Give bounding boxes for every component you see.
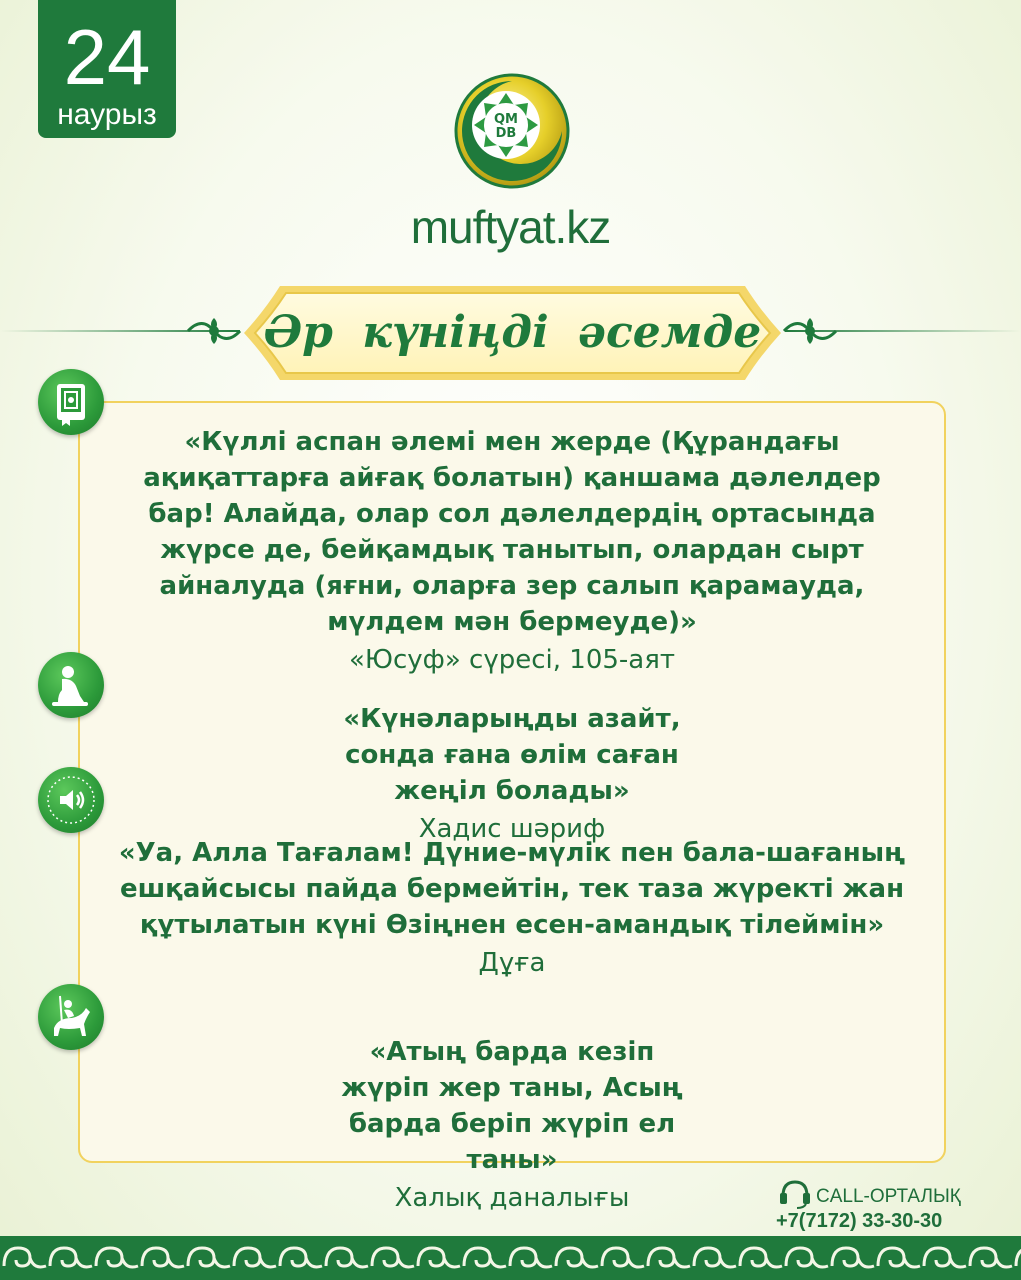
date-badge bbox=[38, 0, 176, 138]
svg-text:QM: QM bbox=[494, 112, 518, 127]
quote-text: «Атың барда кезіп жүріп жер таны, Асың барда беріп жүріп ел таны» bbox=[341, 1037, 683, 1175]
quote-text: «Күнәларыңды азайт, сонда ғана өлім саған жеңіл болады» bbox=[343, 704, 681, 806]
quote-text: «Уа, Алла Тағалам! Дүние-мүлік пен бала-шағаның ешқайсысы пайда бермейтін, тек таза жүректі жан құтылатын күні Өзіңнен есен-амандық тілеймін» bbox=[118, 838, 906, 940]
call-center[interactable] bbox=[776, 1178, 966, 1234]
quran-icon bbox=[38, 369, 104, 435]
section-verse bbox=[78, 424, 946, 678]
quote-source: Хадис шәриф bbox=[418, 814, 606, 844]
section-hadith bbox=[78, 701, 946, 847]
praying-person-icon bbox=[38, 652, 104, 718]
call-phone[interactable]: +7(7172) 33-30-30 bbox=[776, 1210, 943, 1232]
date-month: наурыз bbox=[57, 98, 157, 131]
site-name: muftyat.kz bbox=[410, 201, 611, 253]
quote-source: «Юсуф» сүресі, 105-аят bbox=[348, 645, 675, 675]
section-prayer bbox=[78, 835, 946, 981]
quote-source: Дұға bbox=[478, 948, 546, 978]
footer-ornament bbox=[0, 1236, 1021, 1280]
ornament-left-icon bbox=[184, 308, 244, 354]
svg-text:DB: DB bbox=[495, 126, 517, 141]
quote-text: «Күллі аспан әлемі мен жерде (Құрандағы ақиқаттарға айғақ болатын) қаншама дәлелдер бар! Алайда, олар сол дәлелдердің ортасында жүрсе де, бейқамдық танытып, олардан сырт айналуда (яғни, оларға зер салып қарамауда, мүлдем мән бермеуде)» bbox=[143, 427, 881, 637]
qmdb-logo-icon bbox=[454, 73, 570, 189]
date-day: 24 bbox=[63, 13, 151, 101]
call-label: CALL-ОРТАЛЫҚ bbox=[816, 1186, 961, 1207]
headset-icon bbox=[778, 1178, 812, 1210]
horseman-icon bbox=[38, 984, 104, 1050]
banner-title: Әр күніңді әсемде bbox=[263, 307, 762, 358]
speaker-icon bbox=[38, 767, 104, 833]
quote-source: Халық даналығы bbox=[394, 1183, 630, 1213]
ornament-right-icon bbox=[780, 308, 840, 354]
